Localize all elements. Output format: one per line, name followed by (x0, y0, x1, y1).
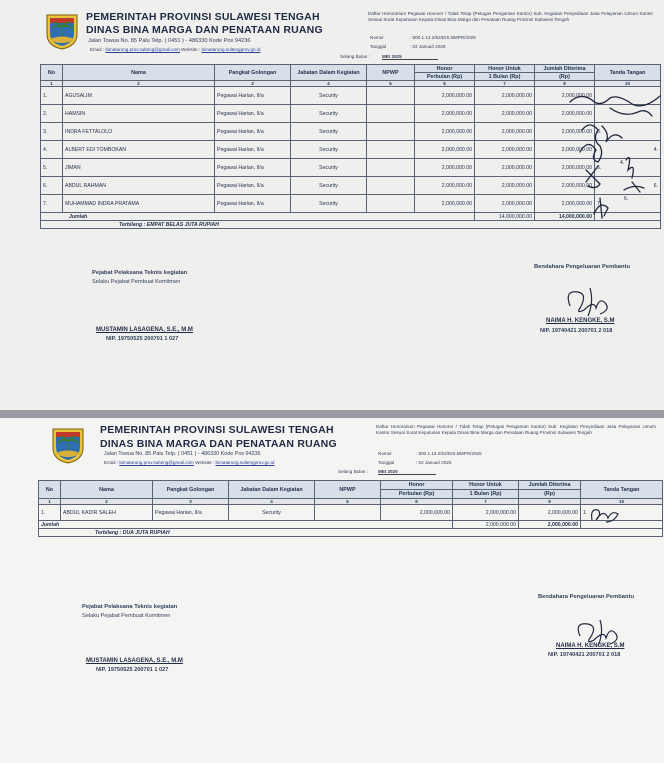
email-link[interactable]: bimatarung.prov.sulteng@gmail.com (105, 47, 180, 52)
ttd-number: 4. (653, 146, 658, 153)
total-untuk: 2,000,000.00 (453, 521, 519, 529)
row-honor: 2,000,000.00 (381, 505, 453, 521)
col-no: No (39, 481, 61, 499)
row-honor: 2,000,000.00 (415, 159, 475, 177)
col-jabatan: Jabatan Dalam Kegiatan (291, 65, 367, 81)
row-jabatan: Security (291, 105, 367, 123)
row-jumlah: 2,000,000.00 (535, 159, 595, 177)
row-honor: 2,000,000.00 (415, 87, 475, 105)
row-jabatan: Security (291, 141, 367, 159)
website-label: Website : (195, 460, 215, 465)
svg-text:4.: 4. (620, 160, 625, 166)
row-jumlah: 2,000,000.00 (535, 87, 595, 105)
row-npwp (367, 105, 415, 123)
row-npwp (315, 505, 381, 521)
svg-text:6.: 6. (624, 196, 629, 202)
row-nama: HAMSIN (63, 105, 215, 123)
left-signatory-sub: Selaku Pejabat Pembuat Komitmen (82, 613, 171, 619)
row-npwp (367, 87, 415, 105)
right-signatory-nip: NIP. 19740421 200701 2 018 (548, 652, 621, 658)
row-jumlah: 2,000,000.00 (535, 177, 595, 195)
row-npwp (367, 195, 415, 213)
col-npwp: NPWP (367, 65, 415, 81)
col-ttd: Tanda Tangan (595, 65, 661, 81)
nomor-value: : 800.1.13.2/52/DIS.BMPR/2025 (410, 35, 476, 40)
col-jumlah-sub: (Rp) (519, 490, 581, 499)
col-honor: Honor (415, 65, 475, 73)
sulteng-emblem-logo (44, 12, 80, 50)
row-jabatan: Security (291, 159, 367, 177)
col-jumlah-sub: (Rp) (535, 73, 595, 81)
right-signatory-name: NAIMA H. KENGKE, S.M (546, 318, 615, 324)
selang-label: Selang Bulan : (340, 54, 370, 59)
left-signatory-name: MUSTAMIN LASAGENA, S.E., M.M (96, 327, 193, 333)
total-row (39, 521, 663, 529)
col-index: 4 (291, 81, 367, 87)
bendahara-signature (560, 284, 616, 320)
doc-title: Daftar Honorarium Pegawai Honorer / Tidak Tetap (Petugas Pengaman Kantor) Sub. Kegiatan Penyediaan Jasa Pelayanan Umum Kantor Sesuai Surat Keputusan Kepala Dinas Bina Marga dan Penataan Ruang Provinsi Sulawesi Tengah (376, 424, 656, 436)
row-jabatan: Security (229, 505, 315, 521)
col-nama: Nama (61, 481, 153, 499)
row-nama: ABDUL KADIR SALEH (61, 505, 153, 521)
row-pangkat: Pegawai Harian, II/a (215, 141, 291, 159)
row-pangkat: Pegawai Harian, II/a (153, 505, 229, 521)
row-no: 2. (41, 105, 63, 123)
row-npwp (367, 141, 415, 159)
ttd-number: 1. (583, 509, 588, 516)
row-honor: 2,000,000.00 (415, 105, 475, 123)
row-untuk: 2,000,000.00 (475, 195, 535, 213)
sulteng-emblem-logo (50, 426, 86, 464)
row-pangkat: Pegawai Harian, II/a (215, 159, 291, 177)
doc-title: Daftar Honorarium Pegawai Honorer / Tidak Tetap (Petugas Pengaman Kantor) Sub. Kegiatan Penyediaan Jasa Pelayanan Umum Kantor Sesuai Surat Keputusan Kepala Dinas Bina Marga dan Penataan Ruang Provinsi Sulawesi Tengah (368, 11, 653, 23)
selang-label: Selang Bulan : (338, 469, 368, 474)
row-untuk: 2,000,000.00 (475, 123, 535, 141)
left-signatory-nip: NIP. 19750525 200701 1 027 (96, 667, 169, 673)
row-pangkat: Pegawai Harian, II/a (215, 177, 291, 195)
nomor-value: : 800.1.13.2/52/DIS.BMPR/2025 (416, 451, 482, 456)
total-untuk: 14,000,000.00 (475, 213, 535, 221)
left-signatory-sub: Selaku Pejabat Pembuat Komitmen (92, 279, 181, 285)
document-page-2 (0, 418, 664, 763)
col-jabatan: Jabatan Dalam Kegiatan (229, 481, 315, 499)
col-index: 6 (381, 499, 453, 505)
right-signatory-nip: NIP. 19740421 200701 2 018 (540, 328, 613, 334)
row-jumlah: 2,000,000.00 (535, 123, 595, 141)
col-pangkat: Pangkat Golongan (215, 65, 291, 81)
col-honor: Honor (381, 481, 453, 490)
terbilang-value: DUA JUTA RUPIAH (122, 529, 170, 536)
row-no: 6. (41, 177, 63, 195)
terbilang-label: Terbilang : (95, 529, 122, 536)
row-npwp (367, 159, 415, 177)
col-no: No (41, 65, 63, 81)
col-pangkat: Pangkat Golongan (153, 481, 229, 499)
honorarium-table (38, 480, 663, 537)
selang-value: MEI 2025 (382, 54, 438, 60)
col-index: 9 (535, 81, 595, 87)
row-jabatan: Security (291, 195, 367, 213)
col-nama: Nama (63, 65, 215, 81)
nomor-label: Nomor (378, 451, 392, 456)
ttd-number: 5. (597, 164, 602, 171)
col-index: 6 (415, 81, 475, 87)
address: Jalan Towua No. 85 Palu Telp. ( 0451 ) - 486330 Kode Pos 94236 (88, 38, 251, 44)
gov-title: PEMERINTAH PROVINSI SULAWESI TENGAH (100, 424, 334, 436)
email-label: Email : (90, 47, 105, 52)
col-index: 3 (215, 81, 291, 87)
address: Jalan Towua No. 85 Palu Telp. ( 0451 ) - 486330 Kode Pos 94236 (104, 451, 261, 457)
col-index: 2 (61, 499, 153, 505)
row-untuk: 2,000,000.00 (475, 105, 535, 123)
row-jumlah: 2,000,000.00 (535, 105, 595, 123)
total-jumlah: 14,000,000.00 (535, 213, 595, 221)
row-jumlah: 2,000,000.00 (535, 141, 595, 159)
row-nama: MUHAMMAD INDRA PRATAMA (63, 195, 215, 213)
terbilang-label: Terbilang : (119, 221, 146, 228)
table-row (39, 505, 663, 521)
website-link[interactable]: bimatarung.sultengprov.go.id (201, 47, 261, 52)
col-honor-untuk: Honor Untuk (453, 481, 519, 490)
row-jumlah: 2,000,000.00 (535, 195, 595, 213)
left-signatory-name: MUSTAMIN LASAGENA, S.E., M.M (86, 658, 183, 664)
col-index: 1 (41, 81, 63, 87)
col-index: 3 (153, 499, 229, 505)
tanggal-label: Tanggal (370, 44, 387, 49)
ttd-number: 6. (653, 182, 658, 189)
row-no: 4. (41, 141, 63, 159)
col-jumlah: Jumlah Diterima (535, 65, 595, 73)
row-no: 1. (39, 505, 61, 521)
col-honor-sub: Perbulan (Rp) (381, 490, 453, 499)
row-untuk: 2,000,000.00 (475, 177, 535, 195)
row-untuk: 2,000,000.00 (475, 87, 535, 105)
row-jabatan: Security (291, 177, 367, 195)
col-index: 9 (519, 499, 581, 505)
row-honor: 2,000,000.00 (415, 123, 475, 141)
left-signatory-title: Pejabat Pelaksana Teknis kegiatan (92, 270, 188, 276)
col-index: 7 (453, 499, 519, 505)
contact-line (104, 460, 274, 465)
col-index: 4 (229, 499, 315, 505)
row-nama: ABDUL RAHMAN (63, 177, 215, 195)
col-index: 7 (475, 81, 535, 87)
col-jumlah: Jumlah Diterima (519, 481, 581, 490)
tanggal-value: : 02 Januari 2025 (410, 44, 446, 49)
col-ttd: Tanda Tangan (581, 481, 663, 499)
col-index: 5 (367, 81, 415, 87)
dept-title: DINAS BINA MARGA DAN PENATAAN RUANG (100, 438, 337, 450)
row-no: 7. (41, 195, 63, 213)
email-link[interactable]: bimatarung.prov.sulteng@gmail.com (119, 460, 194, 465)
row-no: 1. (41, 87, 63, 105)
col-honor-untuk: Honor Untuk (475, 65, 535, 73)
handwritten-signatures (540, 90, 664, 230)
ttd-number: 3. (597, 128, 602, 135)
row-untuk: 2,000,000.00 (475, 141, 535, 159)
tanggal-label: Tanggal (378, 460, 395, 465)
row-nama: INDRA FETTALOLO (63, 123, 215, 141)
col-index: 10 (581, 499, 663, 505)
ttd-number: 7. (597, 200, 602, 207)
col-index: 10 (595, 81, 661, 87)
row-nama: AGUSALIM (63, 87, 215, 105)
row-honor: 2,000,000.00 (415, 195, 475, 213)
website-link[interactable]: bimatarung.sultengprov.go.id (215, 460, 275, 465)
terbilang-row (39, 529, 663, 537)
col-npwp: NPWP (315, 481, 381, 499)
right-signatory-name: NAIMA H. KENGKE, S.M (556, 643, 625, 649)
jumlah-label: Jumlah (39, 521, 453, 529)
col-honor-untuk-sub: 1 Bulan (Rp) (453, 490, 519, 499)
nomor-label: Nomor (370, 35, 384, 40)
row-honor: 2,000,000.00 (415, 177, 475, 195)
row-no: 3. (41, 123, 63, 141)
jumlah-label: Jumlah (41, 213, 475, 221)
email-label: Email : (104, 460, 119, 465)
row-no: 5. (41, 159, 63, 177)
gov-title: PEMERINTAH PROVINSI SULAWESI TENGAH (86, 11, 320, 23)
selang-value: MEI 2025 (378, 469, 436, 475)
row-pangkat: Pegawai Harian, II/a (215, 105, 291, 123)
row-jabatan: Security (291, 87, 367, 105)
row-untuk: 2,000,000.00 (453, 505, 519, 521)
total-jumlah: 2,000,000.00 (519, 521, 581, 529)
row-jabatan: Security (291, 123, 367, 141)
col-index: 1 (39, 499, 61, 505)
dept-title: DINAS BINA MARGA DAN PENATAAN RUANG (86, 24, 323, 36)
right-signatory-title: Bendahara Pengeluaran Pembantu (538, 594, 634, 600)
row-untuk: 2,000,000.00 (475, 159, 535, 177)
left-signatory-nip: NIP. 19750525 200701 1 027 (106, 336, 179, 342)
row-jumlah: 2,000,000.00 (519, 505, 581, 521)
website-label: Website : (181, 47, 201, 52)
row-nama: ALBERT EDI TOMBOKAN (63, 141, 215, 159)
handwritten-signature (588, 504, 622, 526)
row-pangkat: Pegawai Harian, II/a (215, 195, 291, 213)
terbilang-value: EMPAT BELAS JUTA RUPIAH (146, 221, 219, 228)
contact-line (90, 47, 260, 52)
row-honor: 2,000,000.00 (415, 141, 475, 159)
row-npwp (367, 123, 415, 141)
row-pangkat: Pegawai Harian, II/a (215, 123, 291, 141)
terbilang (39, 529, 663, 537)
col-index: 2 (63, 81, 215, 87)
row-npwp (367, 177, 415, 195)
right-signatory-title: Bendahara Pengeluaran Pembantu (534, 264, 630, 270)
col-honor-untuk-sub: 1 Bulan (Rp) (475, 73, 535, 81)
col-index: 5 (315, 499, 381, 505)
row-pangkat: Pegawai Harian, II/a (215, 87, 291, 105)
row-nama: JIMAN (63, 159, 215, 177)
col-honor-sub: Perbulan (Rp) (415, 73, 475, 81)
left-signatory-title: Pejabat Pelaksana Teknis kegiatan (82, 604, 178, 610)
tanggal-value: : 02 Januari 2025 (416, 460, 452, 465)
